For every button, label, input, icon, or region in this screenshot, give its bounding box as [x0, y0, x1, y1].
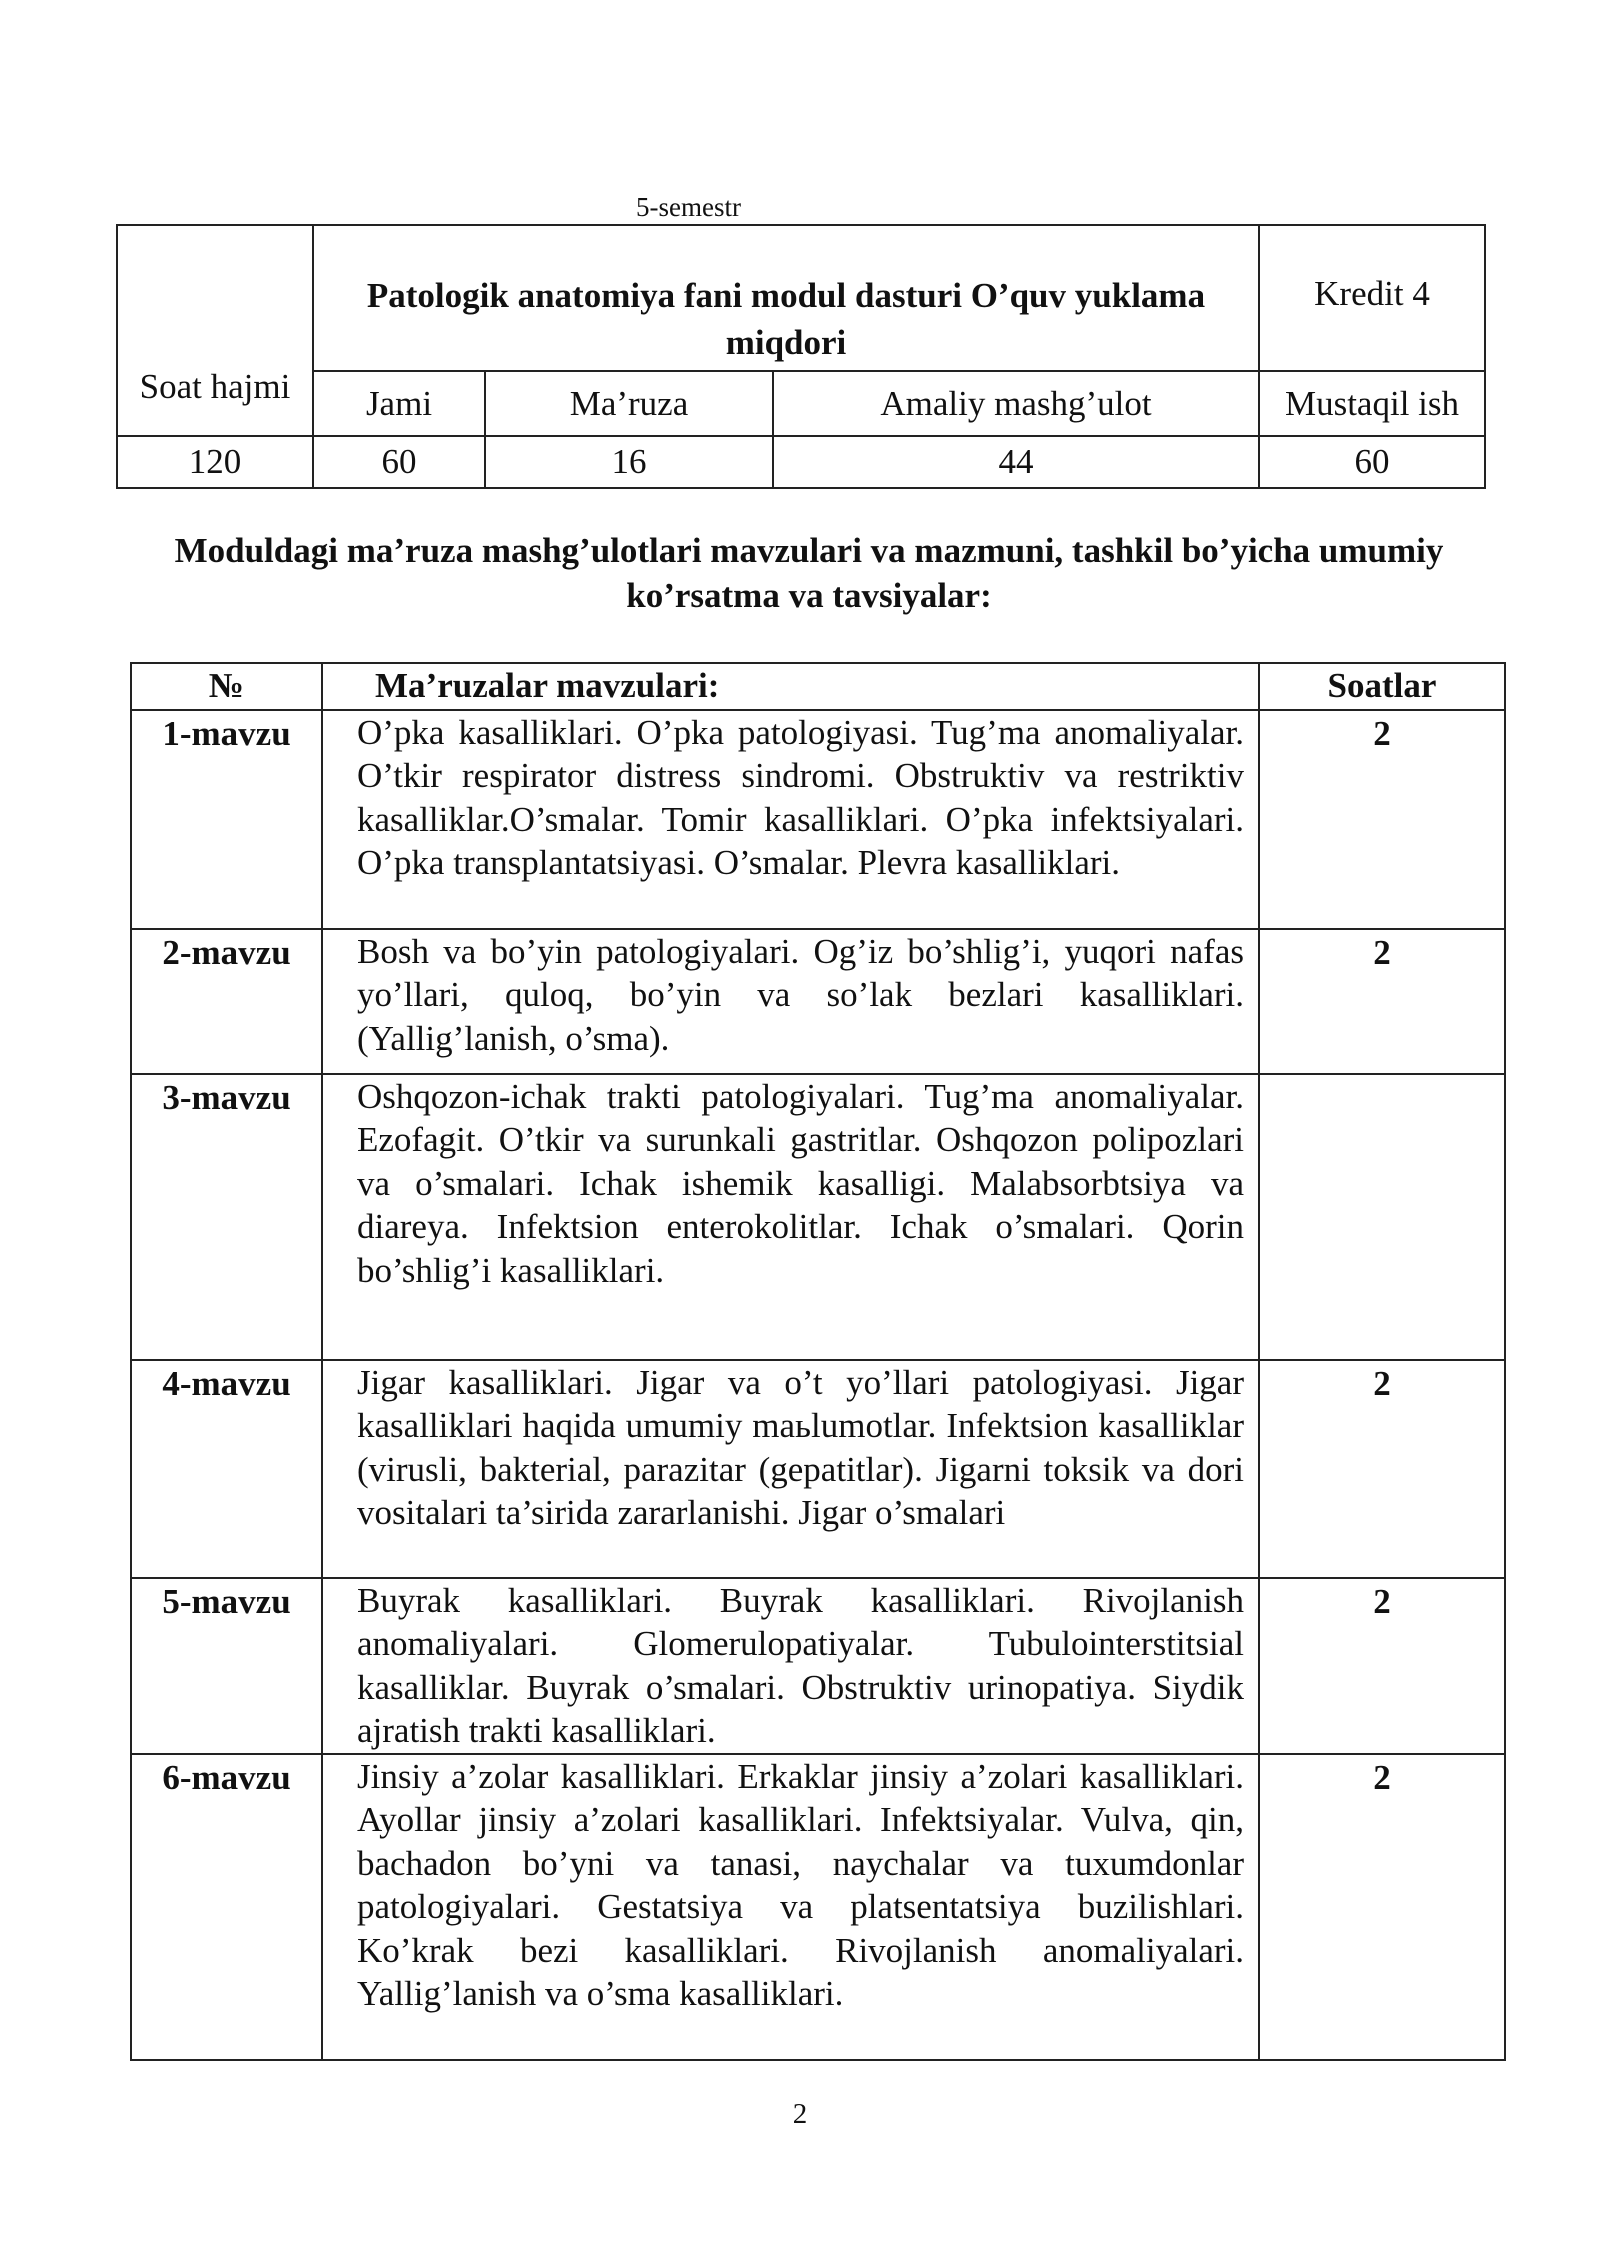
column-header-maruza: Ma’ruza: [485, 371, 773, 435]
study-load-table: [116, 224, 1486, 489]
table-row: [131, 1074, 1505, 1360]
table-row: [131, 1360, 1505, 1578]
header-topics: Ma’ruzalar mavzulari:: [322, 663, 1259, 710]
topic-hours: 2: [1259, 1578, 1505, 1754]
table-row: [131, 710, 1505, 929]
column-header-mustaqil: Mustaqil ish: [1259, 371, 1485, 435]
header-number: №: [131, 663, 322, 710]
lecture-topics-table: [130, 662, 1506, 2061]
value-soat-hajmi: 120: [117, 436, 313, 488]
topic-number: 3-mavzu: [131, 1074, 322, 1360]
topic-hours: 2: [1259, 710, 1505, 929]
load-table-title: Patologik anatomiya fani modul dasturi O’quv yuklama miqdori: [313, 225, 1259, 371]
topic-text: Oshqozon-ichak trakti patologiyalari. Tug’ma anomaliyalar. Ezofagit. O’tkir va surunkali gastritlar. Oshqozon polipozlari va o’smalari. Ichak ishemik kasalligi. Malabsorbtsiya va diareya. Infektsion enterokolitlar. Ichak o’smalari. Qorin bo’shlig’i kasalliklari.: [322, 1074, 1259, 1360]
credit-label: Kredit 4: [1259, 225, 1485, 371]
topic-number: 2-mavzu: [131, 929, 322, 1074]
topic-hours: 2: [1259, 1754, 1505, 2060]
topic-hours: 2: [1259, 1360, 1505, 1578]
topic-number: 4-mavzu: [131, 1360, 322, 1578]
topic-hours: 2: [1259, 929, 1505, 1074]
header-hours: Soatlar: [1259, 663, 1505, 710]
soat-hajmi-label: Soat hajmi: [117, 225, 313, 436]
table-row: [131, 1754, 1505, 2060]
section-title: Moduldagi ma’ruza mashg’ulotlari mavzulari va mazmuni, tashkil bo’yicha umumiy ko’rsatma va tavsiyalar:: [174, 531, 1444, 615]
value-jami: 60: [313, 436, 485, 488]
column-header-amaliy: Amaliy mashg’ulot: [773, 371, 1259, 435]
table-row: [131, 1578, 1505, 1754]
column-header-jami: Jami: [313, 371, 485, 435]
value-amaliy: 44: [773, 436, 1259, 488]
topic-number: 6-mavzu: [131, 1754, 322, 2060]
topic-hours: [1259, 1074, 1505, 1360]
topic-number: 5-mavzu: [131, 1578, 322, 1754]
topic-text: Bosh va bo’yin patologiyalari. Og’iz bo’shlig’i, yuqori nafas yo’llari, quloq, bo’yin va so’lak bezlari kasalliklari. (Yallig’lanish, o’sma).: [322, 929, 1259, 1074]
page-number: 2: [792, 2098, 808, 2130]
table-row: [131, 929, 1505, 1074]
value-maruza: 16: [485, 436, 773, 488]
topic-text: Buyrak kasalliklari. Buyrak kasalliklari. Rivojlanish anomaliyalari. Glomerulopatiyalar. Tubulointerstitsial kasalliklar. Buyrak o’smalari. Obstruktiv urinopatiya. Siydik ajratish trakti kasalliklari.: [322, 1578, 1259, 1754]
topic-text: Jinsiy a’zolar kasalliklari. Erkaklar jinsiy a’zolari kasalliklari. Ayollar jinsiy a’zolari kasalliklari. Infektsiyalar. Vulva, qin, bachadon bo’yni va tanasi, naychalar va tuxumdonlar patologiyalari. Gestatsiya va platsentatsiya buzilishlari. Ko’krak bezi kasalliklari. Rivojlanish anomaliyalari. Yallig’lanish va o’sma kasalliklari.: [322, 1754, 1259, 2060]
topic-text: O’pka kasalliklari. O’pka patologiyasi. Tug’ma anomaliyalar. O’tkir respirator distress sindromi. Obstruktiv va restriktiv kasalliklar.O’smalar. Tomir kasalliklari. O’pka infektsiyalari. O’pka transplantatsiyasi. O’smalar. Plevra kasalliklari.: [322, 710, 1259, 929]
topic-number: 1-mavzu: [131, 710, 322, 929]
topic-text: Jigar kasalliklari. Jigar va o’t yo’llari patologiyasi. Jigar kasalliklari haqida umumiy maьlumotlar. Infektsion kasalliklar (virusli, bakterial, parazitar (gepatitlar). Jigarni toksik va dori vositalari ta’sirida zararlanishi. Jigar o’smalari: [322, 1360, 1259, 1578]
semester-label: 5-semestr: [636, 192, 741, 222]
value-mustaqil: 60: [1259, 436, 1485, 488]
